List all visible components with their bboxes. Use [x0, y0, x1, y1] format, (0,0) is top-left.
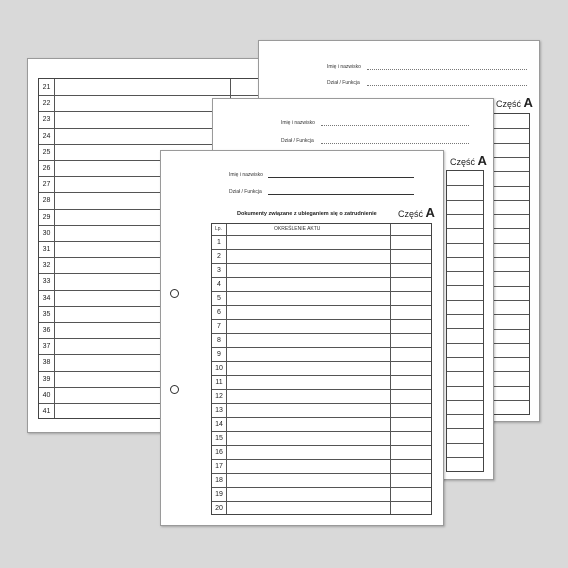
part-label: Część A: [398, 205, 435, 220]
row-number: 3: [217, 267, 221, 274]
row-number: 13: [215, 407, 223, 414]
row-number: 7: [217, 323, 221, 330]
name-label: Imię i nazwisko: [327, 64, 361, 70]
table-row: [493, 357, 529, 358]
row-number: 29: [42, 213, 51, 221]
dept-line: [268, 194, 414, 195]
table-row: [493, 314, 529, 315]
row-number: 27: [42, 181, 51, 189]
table-row: [212, 347, 431, 361]
front-table: [211, 223, 432, 515]
table-row: [447, 357, 483, 358]
table-row: [493, 343, 529, 344]
table-row: [493, 243, 529, 244]
table-row: [447, 428, 483, 429]
table-row: [447, 300, 483, 301]
punch-hole-top: [170, 289, 179, 298]
table-row: [447, 414, 483, 415]
row-number: 17: [215, 463, 223, 470]
table-row: [212, 333, 431, 347]
row-number: 20: [215, 505, 223, 512]
table-row: [212, 389, 431, 403]
table-row: [493, 286, 529, 287]
table-row: [447, 257, 483, 258]
row-number: 12: [215, 393, 223, 400]
table-row: [212, 319, 431, 333]
sheet-a-back-table: [492, 113, 530, 415]
row-number: 36: [42, 327, 51, 335]
table-row: [447, 200, 483, 201]
row-number: 11: [215, 379, 223, 386]
table-row: [493, 228, 529, 229]
table-row: [447, 443, 483, 444]
table-row: [493, 200, 529, 201]
row-number: 37: [42, 343, 51, 351]
row-number: 19: [215, 491, 223, 498]
table-row: [212, 277, 431, 291]
row-number: 35: [42, 310, 51, 318]
table-row: [212, 473, 431, 487]
row-number: 33: [42, 278, 51, 286]
row-number: 38: [42, 359, 51, 367]
name-line: [321, 125, 469, 126]
dept-line: [367, 85, 527, 86]
table-row: [212, 375, 431, 389]
table-row: [493, 300, 529, 301]
row-number: 15: [215, 435, 223, 442]
row-number: 14: [215, 421, 223, 428]
row-number: 21: [42, 83, 51, 91]
table-row: [212, 459, 431, 473]
row-number: 41: [42, 408, 51, 416]
table-row: [212, 445, 431, 459]
name-label: Imię i nazwisko: [229, 172, 263, 178]
table-row: [447, 214, 483, 215]
table-row: [212, 487, 431, 501]
row-number: 30: [42, 229, 51, 237]
table-row: [493, 329, 529, 330]
table-row: [212, 249, 431, 263]
table-row: [493, 400, 529, 401]
table-row: [212, 305, 431, 319]
table-row: [493, 257, 529, 258]
dept-label: Dział / Funkcja: [229, 189, 262, 195]
part-label: Część A: [450, 153, 487, 168]
row-number: 23: [42, 116, 51, 124]
table-row: [447, 328, 483, 329]
table-row: [493, 157, 529, 158]
table-row: [493, 271, 529, 272]
document-title: Dokumenty związane z ubieganiem się o zatrudnienie: [237, 211, 377, 217]
name-label: Imię i nazwisko: [281, 120, 315, 126]
part-label: Część A: [496, 95, 533, 110]
dept-label: Dział / Funkcja: [327, 80, 360, 86]
table-row: [212, 263, 431, 277]
table-row: [447, 457, 483, 458]
table-row: [493, 143, 529, 144]
row-number: 39: [42, 375, 51, 383]
row-number: 4: [217, 281, 221, 288]
table-row: [493, 171, 529, 172]
sheet-a-middle-table: [446, 170, 484, 472]
table-row: [493, 371, 529, 372]
table-row: [447, 243, 483, 244]
table-row: [447, 386, 483, 387]
table-row: [447, 185, 483, 186]
form-sheet-front: [160, 150, 444, 526]
row-number: 31: [42, 246, 51, 254]
dept-label: Dział / Funkcja: [281, 138, 314, 144]
row-number: 10: [215, 365, 223, 372]
row-number: 9: [217, 351, 221, 358]
row-number: 22: [42, 100, 51, 108]
row-number: 34: [42, 294, 51, 302]
row-number: 25: [42, 148, 51, 156]
row-number: 6: [217, 309, 221, 316]
table-row: [447, 314, 483, 315]
table-row: [212, 417, 431, 431]
row-number: 18: [215, 477, 223, 484]
table-row: [493, 386, 529, 387]
name-line: [367, 69, 527, 70]
table-row: [447, 371, 483, 372]
table-row: [493, 186, 529, 187]
row-number: 26: [42, 165, 51, 173]
table-row: [212, 501, 431, 515]
row-number: 24: [42, 132, 51, 140]
table-row: [493, 214, 529, 215]
table-row: [212, 235, 431, 249]
row-number: 32: [42, 262, 51, 270]
table-row: [212, 361, 431, 375]
table-row: [493, 128, 529, 129]
punch-hole-bottom: [170, 385, 179, 394]
table-row: [447, 271, 483, 272]
row-number: 28: [42, 197, 51, 205]
row-number: 1: [217, 239, 221, 246]
column-header-lp: Lp.: [215, 226, 222, 232]
table-row: [39, 79, 287, 95]
table-row: [447, 343, 483, 344]
name-line: [268, 177, 414, 178]
row-number: 2: [217, 253, 221, 260]
table-row: [447, 228, 483, 229]
row-number: 16: [215, 449, 223, 456]
row-number: 40: [42, 391, 51, 399]
table-row: [212, 403, 431, 417]
row-number: 5: [217, 295, 221, 302]
table-row: [212, 291, 431, 305]
column-header-description: OKREŚLENIE AKTU: [274, 226, 321, 232]
row-number: 8: [217, 337, 221, 344]
dept-line: [321, 143, 469, 144]
table-row: [447, 285, 483, 286]
table-row: [447, 400, 483, 401]
table-row: [212, 431, 431, 445]
